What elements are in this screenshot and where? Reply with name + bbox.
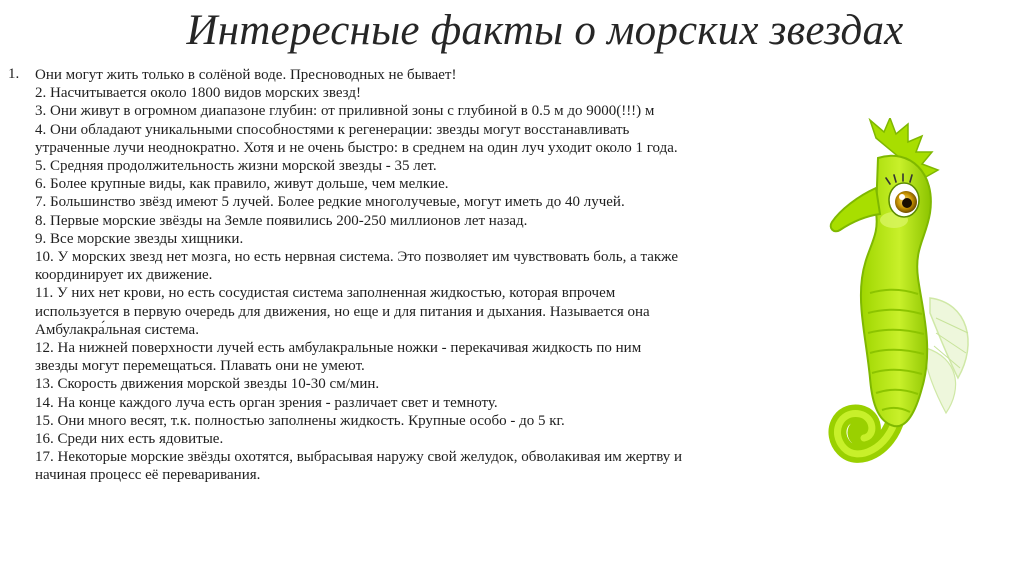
fact-line: 9. Все морские звезды хищники. <box>35 230 244 247</box>
fact-line: утраченные лучи неоднократно. Хотя и не очень быстро: в среднем на один луч уходит около 1 года. <box>35 139 678 156</box>
fact-line: 11. У них нет крови, но есть сосудистая система заполненная жидкостью, которая впрочем <box>35 285 616 302</box>
fact-line: 17. Некоторые морские звёзды охотятся, выбрасывая наружу свой желудок, обволакивая им жертву и <box>35 449 683 466</box>
fact-line: Они могут жить только в солёной воде. Пресноводных не бывает! <box>35 67 457 83</box>
fact-line: 3. Они живут в огромном диапазоне глубин: от приливной зоны с глубиной в 0.5 м до 9000(!!!) м <box>35 103 655 120</box>
fact-line: 5. Средняя продолжительность жизни морской звезды - 35 лет. <box>35 158 437 175</box>
fact-line: 13. Скорость движения морской звезды 10-30 см/мин. <box>35 376 380 393</box>
fact-line: 7. Большинство звёзд имеют 5 лучей. Более редкие многолучевые, могут иметь до 40 лучей. <box>35 194 625 211</box>
facts-list <box>35 66 780 485</box>
fact-line: координирует их движение. <box>35 267 213 284</box>
slide-title: Интересные факты о морских звездах <box>186 7 904 54</box>
fact-line: начиная процесс её переваривания. <box>35 467 261 484</box>
list-number: 1. <box>8 66 20 82</box>
fact-line: 12. На нижней поверхности лучей есть амбулакральные ножки - перекачивая жидкость по ним <box>35 340 642 357</box>
fact-line: 10. У морских звезд нет мозга, но есть нервная система. Это позволяет им чувствовать боль, а также <box>35 249 678 266</box>
fact-line: 16. Среди них есть ядовитые. <box>35 431 224 448</box>
fact-line: 4. Они обладают уникальными способностями к регенерации: звезды могут восстанавливать <box>35 121 630 138</box>
fact-line: 8. Первые морские звёзды на Земле появились 200-250 миллионов лет назад. <box>35 212 528 229</box>
fact-line: 6. Более крупные виды, как правило, живут дольше, чем мелкие. <box>35 176 449 193</box>
fact-line: 15. Они много весят, т.к. полностью заполнены жидкость. Крупные особо - до 5 кг. <box>35 412 565 429</box>
fact-line: 14. На конце каждого луча есть орган зрения - различает свет и темноту. <box>35 394 498 411</box>
fact-line: 2. Насчитывается около 1800 видов морских звезд! <box>35 85 361 102</box>
fact-line: Амбулакра́льная система. <box>35 321 199 338</box>
fact-line: используется в первую очередь для движения, но еще и для питания и дыхания. Называется она <box>35 303 650 320</box>
seahorse-icon <box>818 118 978 498</box>
fact-line: звезды могут перемещаться. Плавать они не умеют. <box>35 358 365 375</box>
